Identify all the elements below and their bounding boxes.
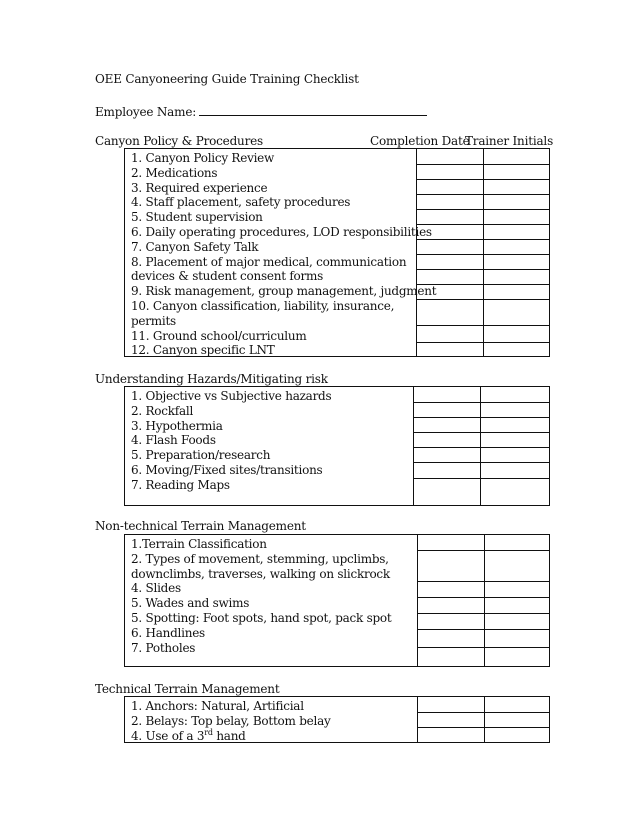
list-item: downclimbs, traverses, walking on slickrock	[131, 566, 390, 581]
list-item: permits	[131, 313, 176, 328]
employee-name-field	[95, 104, 427, 120]
list-item: 1. Anchors: Natural, Artificial	[131, 699, 304, 713]
grid-row-line	[418, 727, 549, 728]
list-item: 8. Placement of major medical, communication	[131, 254, 407, 269]
list-item: 6. Handlines	[131, 625, 205, 640]
list-item	[131, 729, 417, 744]
grid-row-line	[414, 478, 549, 479]
list-item: 11. Ground school/curriculum	[131, 328, 307, 343]
grid-row-line	[417, 164, 549, 165]
section-title-canyon-policy: Canyon Policy & Procedures	[95, 134, 263, 148]
checklist-grid-hazards[interactable]	[413, 386, 550, 506]
grid-row-line	[417, 179, 549, 180]
employee-name-blank[interactable]	[199, 104, 427, 116]
list-item: 3. Hypothermia	[131, 418, 223, 433]
item-text: hand	[212, 728, 246, 743]
grid-row-line	[418, 712, 549, 713]
list-item: 2. Belays: Top belay, Bottom belay	[131, 713, 331, 728]
section-items-technical	[124, 696, 418, 743]
grid-row-line	[418, 647, 549, 648]
item-text: 4. Use of a 3	[131, 728, 205, 743]
column-divider	[484, 697, 485, 742]
completion-date-header: Completion Date	[370, 134, 470, 148]
list-item: 7. Potholes	[131, 640, 196, 655]
section-title-technical: Technical Terrain Management	[95, 682, 280, 696]
grid-row-line	[418, 550, 549, 551]
grid-row-line	[417, 269, 549, 270]
trainer-initials-header: Trainer Initials	[465, 134, 554, 148]
grid-row-line	[414, 402, 549, 403]
checklist-grid-non-technical[interactable]	[417, 534, 550, 667]
grid-row-line	[418, 629, 549, 630]
section-title-hazards: Understanding Hazards/Mitigating risk	[95, 372, 328, 386]
list-item: 1.Terrain Classification	[131, 537, 267, 551]
grid-row-line	[417, 239, 549, 240]
grid-row-line	[417, 299, 549, 300]
list-item: 7. Reading Maps	[131, 477, 230, 492]
list-item: 2. Medications	[131, 165, 218, 180]
grid-row-line	[418, 597, 549, 598]
list-item: 1. Objective vs Subjective hazards	[131, 389, 332, 403]
section-title-non-technical: Non-technical Terrain Management	[95, 519, 306, 533]
grid-row-line	[417, 284, 549, 285]
list-item: 6. Moving/Fixed sites/transitions	[131, 462, 323, 477]
list-item: 4. Slides	[131, 581, 181, 596]
list-item: 9. Risk management, group management, judgment	[131, 284, 437, 299]
checklist-grid-canyon-policy[interactable]	[416, 148, 550, 357]
list-item: 2. Rockfall	[131, 403, 194, 418]
list-item: 5. Preparation/research	[131, 448, 271, 463]
list-item: 4. Staff placement, safety procedures	[131, 195, 351, 210]
list-item: 7. Canyon Safety Talk	[131, 239, 259, 254]
grid-row-line	[414, 447, 549, 448]
list-item: 5. Spotting: Foot spots, hand spot, pack spot	[131, 610, 392, 625]
grid-row-line	[418, 613, 549, 614]
list-item: 12. Canyon specific LNT	[131, 343, 275, 358]
grid-row-line	[417, 209, 549, 210]
section-items-hazards	[124, 386, 414, 506]
list-item: 10. Canyon classification, liability, insurance,	[131, 298, 395, 313]
list-item: 3. Required experience	[131, 180, 268, 195]
list-item: 1. Canyon Policy Review	[131, 151, 275, 165]
grid-row-line	[417, 224, 549, 225]
grid-row-line	[414, 417, 549, 418]
list-item: 4. Flash Foods	[131, 433, 216, 448]
list-item: 5. Student supervision	[131, 210, 263, 225]
grid-row-line	[417, 194, 549, 195]
grid-row-line	[417, 254, 549, 255]
ordinal-superscript: rd	[204, 727, 213, 737]
grid-row-line	[418, 581, 549, 582]
checklist-grid-technical[interactable]	[417, 696, 550, 743]
list-item: 5. Wades and swims	[131, 596, 250, 611]
list-item: 2. Types of movement, stemming, upclimbs,	[131, 551, 389, 566]
document-title: OEE Canyoneering Guide Training Checklist	[95, 72, 359, 86]
section-items-non-technical	[124, 534, 418, 667]
grid-row-line	[414, 462, 549, 463]
grid-row-line	[417, 325, 549, 326]
list-item: 6. Daily operating procedures, LOD responsibilities	[131, 224, 432, 239]
employee-name-label: Employee Name:	[95, 105, 197, 119]
section-items-canyon-policy	[124, 148, 437, 358]
list-item: devices & student consent forms	[131, 269, 324, 284]
grid-row-line	[414, 432, 549, 433]
grid-row-line	[417, 342, 549, 343]
column-divider	[480, 387, 481, 505]
